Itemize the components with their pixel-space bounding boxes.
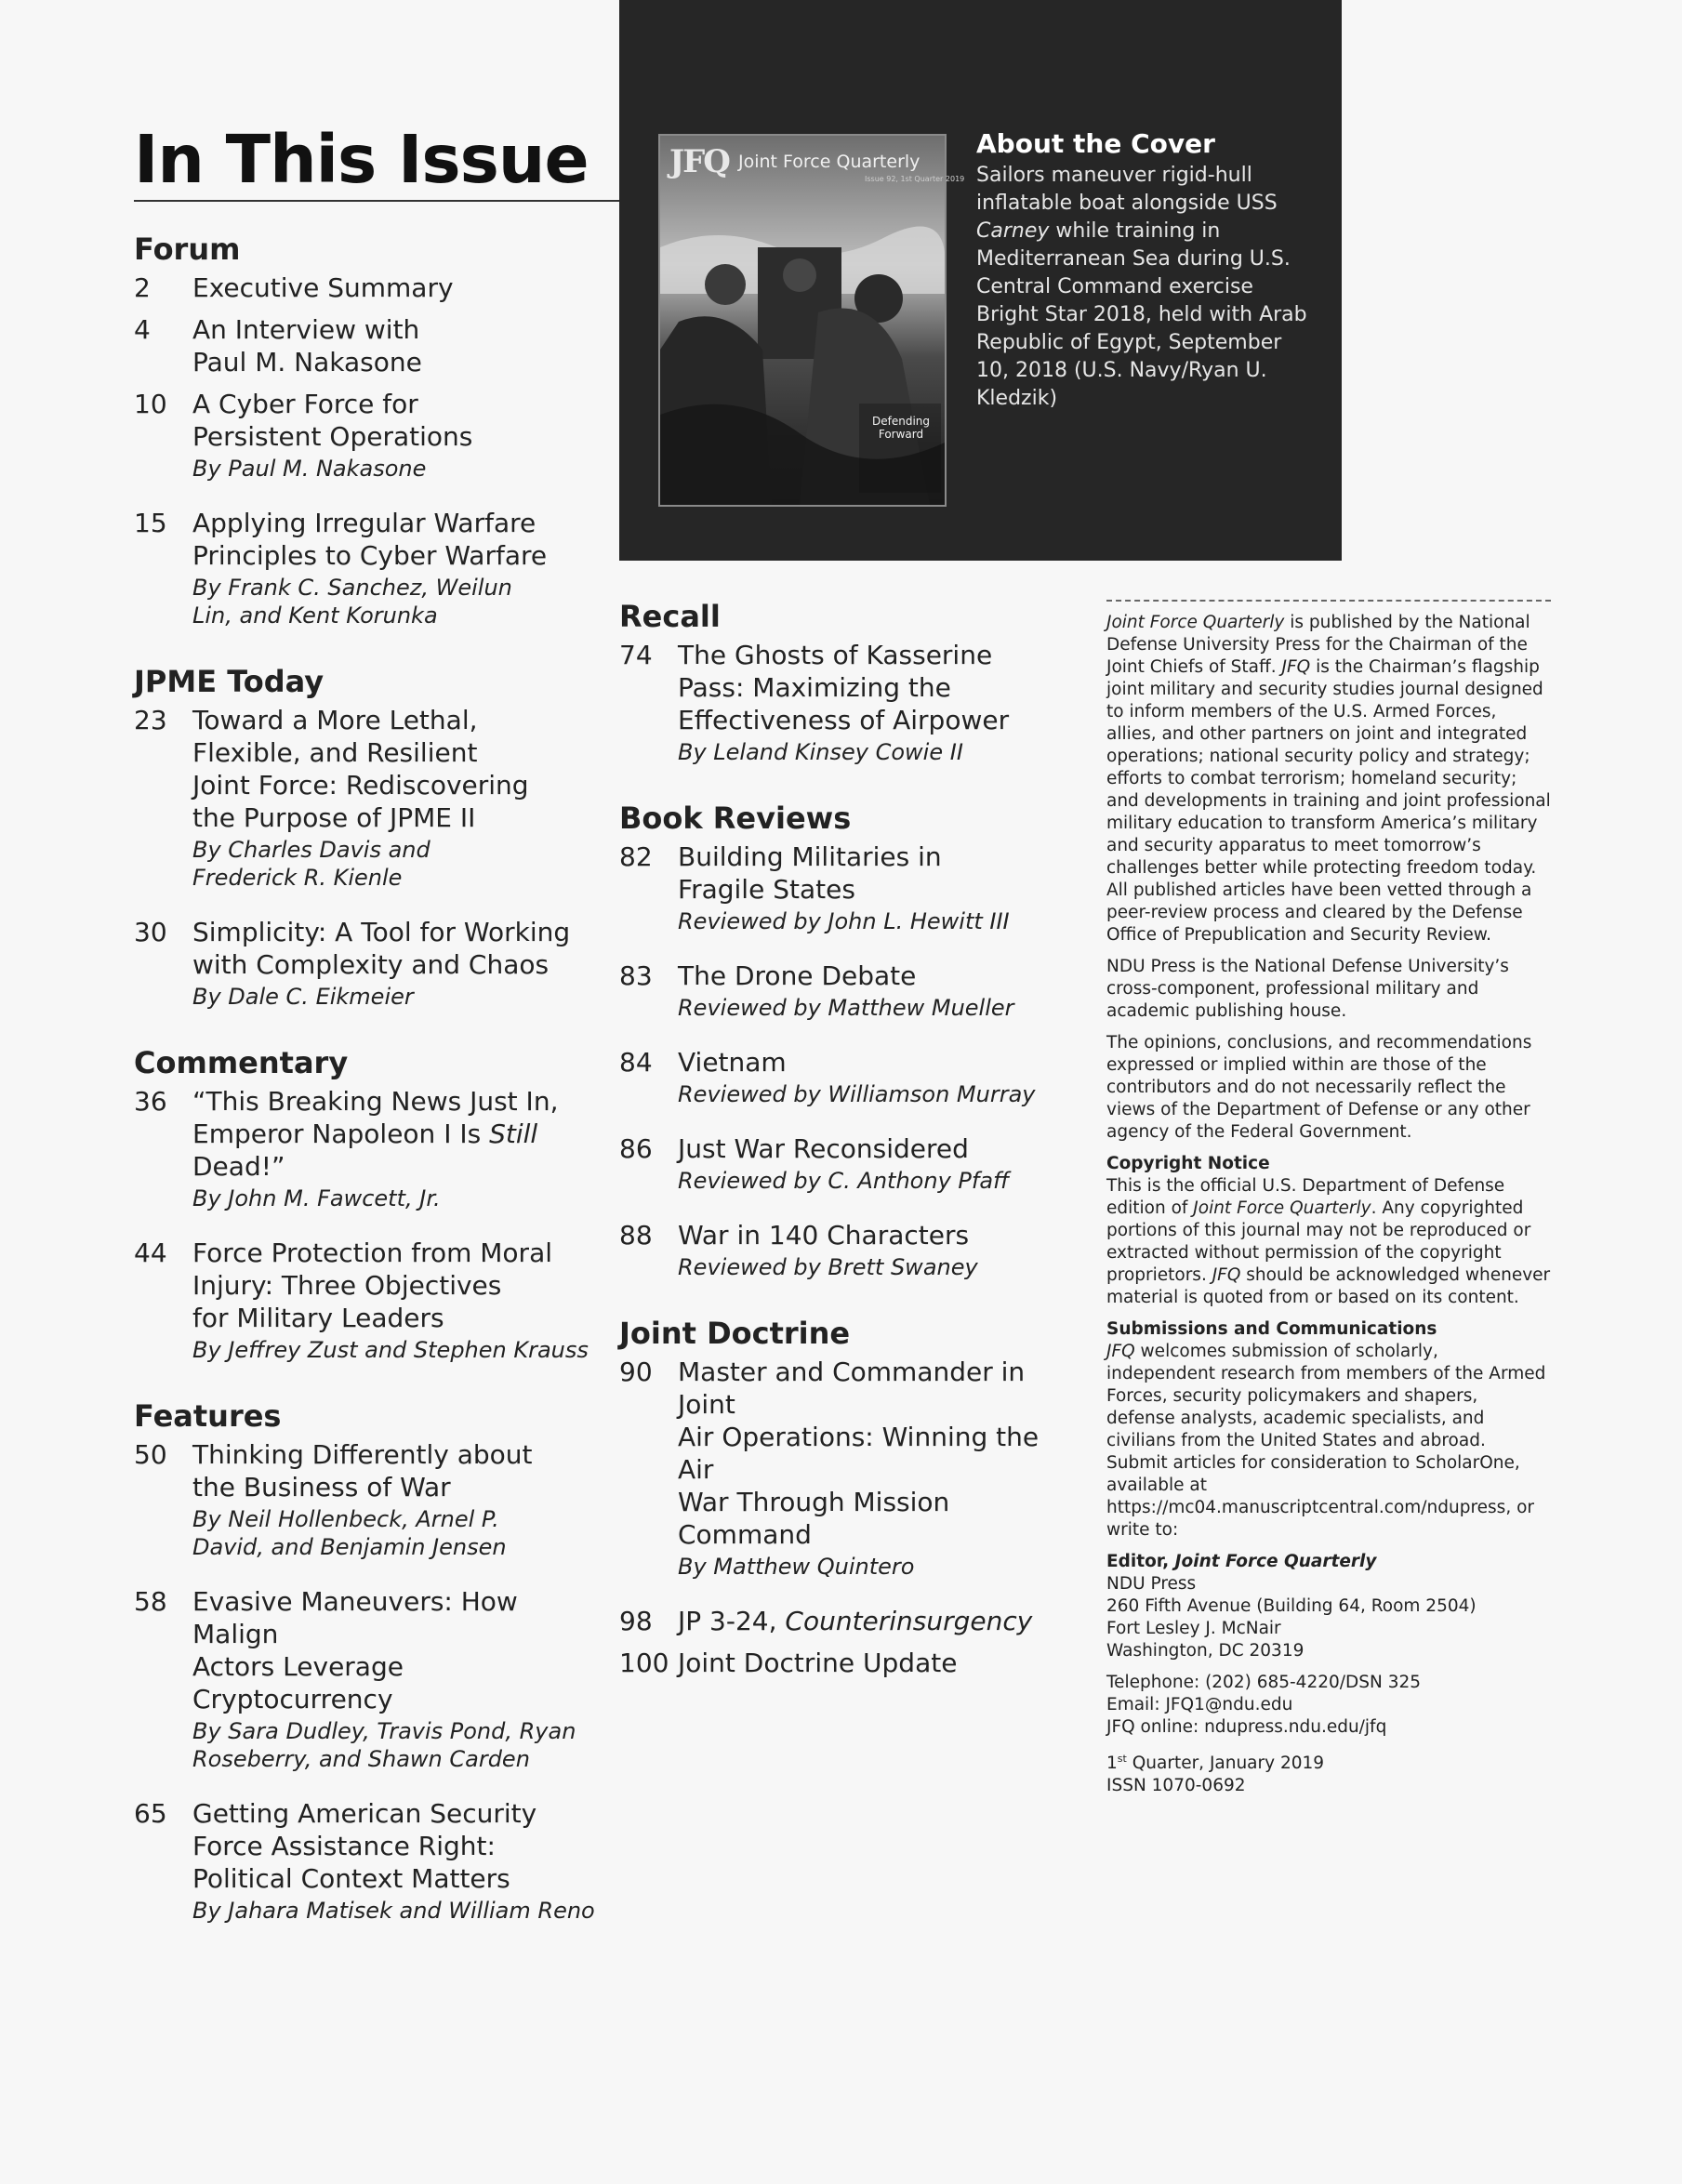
about-cover-heading: About the Cover xyxy=(976,128,1215,159)
section-joint-doctrine xyxy=(619,1315,1084,1679)
contact-block xyxy=(1106,1672,1551,1739)
masthead-disclaimer-paragraph: The opinions, conclusions, and recommendations expressed or implied within are those of the contributors and do not necessarily reflect the views of the Department of Defense or any other agency of the Federal Government. xyxy=(1106,1033,1532,1142)
page-number: 10 xyxy=(134,389,167,419)
section-heading: Recall xyxy=(619,599,721,634)
article-byline: By Jeffrey Zust and Stephen Krauss xyxy=(192,1337,589,1363)
toc-left-column xyxy=(134,231,599,1958)
cover-image xyxy=(658,134,965,507)
toc-entry[interactable] xyxy=(619,1605,1084,1637)
submissions-block: Submissions and Communications JFQ welcomes submission of scholarly, independent research from members of the Armed Forces, security policymakers and shapers, defense analysts, academic specialists, and civilians from the United States and abroad. Submit articles for consideration to ScholarOne, available at https://mc04.manuscriptcentral.com/ndupress, or write to: xyxy=(1106,1318,1551,1542)
section-commentary xyxy=(134,1044,599,1364)
article-title: JP 3-24, Counterinsurgency xyxy=(678,1606,1033,1636)
toc-entry[interactable] xyxy=(134,704,599,892)
section-jpme-today xyxy=(134,663,599,1011)
section-book-reviews xyxy=(619,800,1084,1281)
about-cover-text: Sailors maneuver rigid-hull inflatable boat alongside USS Carney while training in Mediterranean Sea during U.S. Central Command exercise Bright Star 2018, held with Arab Republic of Egypt, September 10, 2018 (U.S. Navy/Ryan U. Kledzik) xyxy=(976,164,1307,410)
email-line: Email: JFQ1@ndu.edu xyxy=(1106,1695,1293,1714)
article-title: “This Breaking News Just In, Emperor Napoleon I Is Still Dead!” xyxy=(192,1086,559,1182)
article-title: Evasive Maneuvers: How Malign Actors Leverage Cryptocurrency xyxy=(192,1586,518,1714)
page-number: 2 xyxy=(134,272,151,303)
article-byline: By Sara Dudley, Travis Pond, Ryan Roseberry, and Shawn Carden xyxy=(192,1718,576,1772)
article-byline: By Neil Hollenbeck, Arnel P. David, and Benjamin Jensen xyxy=(192,1506,507,1560)
address-line: Fort Lesley J. McNair xyxy=(1106,1619,1281,1638)
article-byline: By Jahara Matisek and William Reno xyxy=(192,1898,595,1924)
page-number: 98 xyxy=(619,1606,653,1636)
address-line: NDU Press xyxy=(1106,1574,1197,1594)
article-title: A Cyber Force for Persistent Operations xyxy=(192,389,473,452)
toc-entry[interactable] xyxy=(134,1237,599,1364)
section-heading: Commentary xyxy=(134,1045,349,1080)
toc-entry[interactable] xyxy=(619,1132,1084,1195)
page-number: 58 xyxy=(134,1586,167,1617)
section-recall xyxy=(619,598,1084,766)
toc-entry[interactable] xyxy=(619,1356,1084,1581)
cover-issue-line: Issue 92, 1st Quarter 2019 xyxy=(865,175,965,183)
article-title: Force Protection from Moral Injury: Three Objectives for Military Leaders xyxy=(192,1238,553,1333)
article-title: Toward a More Lethal, Flexible, and Resilient Joint Force: Rediscovering the Purpose of JPME II xyxy=(192,705,529,833)
editor-heading: Editor, Joint Force Quarterly xyxy=(1106,1552,1377,1571)
toc-entry[interactable] xyxy=(619,1647,1084,1679)
toc-entry[interactable] xyxy=(619,1046,1084,1108)
page-number: 4 xyxy=(134,314,151,345)
cover-logo: JFQ xyxy=(669,143,729,180)
toc-entry[interactable] xyxy=(619,960,1084,1022)
toc-entry[interactable] xyxy=(134,1585,599,1773)
article-title: An Interview with Paul M. Nakasone xyxy=(192,314,422,377)
page-number: 65 xyxy=(134,1798,167,1829)
page-number: 83 xyxy=(619,960,653,991)
article-title: Executive Summary xyxy=(192,272,454,303)
cover-headline: Defending Forward xyxy=(871,415,930,441)
article-byline: By John M. Fawcett, Jr. xyxy=(192,1185,441,1211)
toc-entry[interactable] xyxy=(134,1797,599,1925)
submissions-heading: Submissions and Communications xyxy=(1106,1319,1437,1339)
page-number: 15 xyxy=(134,508,167,538)
page-number: 36 xyxy=(134,1086,167,1117)
article-byline: By Charles Davis and Frederick R. Kienle xyxy=(192,837,430,891)
section-heading: Forum xyxy=(134,232,241,267)
copyright-notice: Copyright Notice This is the official U.S. Department of Defense edition of Joint Force Quarterly. Any copyrighted portions of this journal may not be reproduced or extracted without permission of the copyright proprietors. JFQ should be acknowledged whenever material is quoted from or based on its content. xyxy=(1106,1154,1551,1307)
page-number: 50 xyxy=(134,1439,167,1470)
article-byline: By Dale C. Eikmeier xyxy=(192,984,414,1010)
article-title: The Ghosts of Kasserine Pass: Maximizing the Effectiveness of Airpower xyxy=(678,640,1010,735)
toc-entry[interactable] xyxy=(134,916,599,1011)
article-title: The Drone Debate xyxy=(678,960,917,991)
toc-entry[interactable] xyxy=(134,271,599,304)
page-number: 82 xyxy=(619,841,653,872)
page-number: 30 xyxy=(134,917,167,947)
section-heading: JPME Today xyxy=(134,664,324,699)
masthead-column xyxy=(1106,612,1551,1807)
article-title: Getting American Security Force Assistance Right: Political Context Matters xyxy=(192,1798,537,1894)
toc-entry[interactable] xyxy=(619,639,1084,766)
address-line: 260 Fifth Avenue (Building 64, Room 2504) xyxy=(1106,1596,1477,1616)
section-features xyxy=(134,1397,599,1925)
editor-address-block xyxy=(1106,1551,1551,1662)
article-byline: Reviewed by Matthew Mueller xyxy=(678,995,1014,1021)
page-title: In This Issue xyxy=(134,121,589,198)
issue-date: 1st Quarter, January 2019 xyxy=(1106,1753,1325,1774)
masthead-publisher-paragraph: Joint Force Quarterly is published by the National Defense University Press for the Chairman of the Joint Chiefs of Staff. JFQ is the Chairman’s flagship joint military and security studies journal designed to inform members of the U.S. Armed Forces, allies, and other partners on joint and integrated operations; national security policy and strategy; efforts to combat terrorism; homeland security; and developments in training and joint professional military education to transform America’s military and security apparatus to meet tomorrow’s challenges better while protecting freedom today. All published articles have been vetted through a peer-review process and cleared by the Defense Office of Prepublication and Security Review. xyxy=(1106,613,1551,945)
article-title: Applying Irregular Warfare Principles to Cyber Warfare xyxy=(192,508,548,571)
cover-journal-name: Joint Force Quarterly xyxy=(738,152,920,172)
section-forum xyxy=(134,231,599,629)
article-title: War in 140 Characters xyxy=(678,1220,970,1251)
telephone-line: Telephone: (202) 685-4220/DSN 325 xyxy=(1106,1673,1422,1692)
issn: ISSN 1070-0692 xyxy=(1106,1776,1246,1796)
toc-entry[interactable] xyxy=(134,507,599,629)
article-title: Simplicity: A Tool for Working with Complexity and Chaos xyxy=(192,917,571,980)
issue-info-block xyxy=(1106,1748,1551,1797)
cover-photo xyxy=(660,136,945,505)
article-title: Building Militaries in Fragile States xyxy=(678,841,942,905)
article-byline: By Frank C. Sanchez, Weilun Lin, and Kent Korunka xyxy=(192,575,512,629)
article-byline: By Paul M. Nakasone xyxy=(192,456,427,482)
address-line: Washington, DC 20319 xyxy=(1106,1641,1305,1661)
page-number: 88 xyxy=(619,1220,653,1251)
page-number: 44 xyxy=(134,1238,167,1268)
article-title: Master and Commander in Joint Air Operations: Winning the Air War Through Mission Command xyxy=(678,1357,1040,1550)
website-line: JFQ online: ndupress.ndu.edu/jfq xyxy=(1106,1717,1387,1737)
article-byline: By Leland Kinsey Cowie II xyxy=(678,739,963,765)
article-byline: Reviewed by Williamson Murray xyxy=(678,1081,1036,1107)
toc-entry[interactable] xyxy=(134,1438,599,1561)
toc-middle-column xyxy=(619,598,1084,1713)
section-heading: Features xyxy=(134,1398,282,1434)
page-number: 86 xyxy=(619,1133,653,1164)
article-title: Thinking Differently about the Business of War xyxy=(192,1439,533,1502)
toc-entry[interactable] xyxy=(134,313,599,378)
toc-entry[interactable] xyxy=(619,1219,1084,1281)
article-title: Vietnam xyxy=(678,1047,787,1078)
page-number: 23 xyxy=(134,705,167,735)
article-title: Just War Reconsidered xyxy=(678,1133,969,1164)
masthead-ndu-press-paragraph: NDU Press is the National Defense University’s cross-component, professional military and academic publishing house. xyxy=(1106,957,1509,1021)
page-number: 100 xyxy=(619,1648,669,1678)
article-byline: Reviewed by Brett Swaney xyxy=(678,1254,978,1280)
article-byline: Reviewed by C. Anthony Pfaff xyxy=(678,1168,1010,1194)
dashed-divider xyxy=(1106,600,1551,602)
article-byline: By Matthew Quintero xyxy=(678,1554,915,1580)
title-rule xyxy=(134,200,619,202)
page-number: 84 xyxy=(619,1047,653,1078)
section-heading: Joint Doctrine xyxy=(619,1316,851,1351)
section-heading: Book Reviews xyxy=(619,801,852,836)
toc-entry[interactable] xyxy=(134,1085,599,1212)
toc-entry[interactable] xyxy=(619,841,1084,935)
page-number: 90 xyxy=(619,1357,653,1387)
article-title: Joint Doctrine Update xyxy=(678,1648,958,1678)
page-number: 74 xyxy=(619,640,653,670)
toc-entry[interactable] xyxy=(134,388,599,483)
article-byline: Reviewed by John L. Hewitt III xyxy=(678,908,1010,934)
copyright-heading: Copyright Notice xyxy=(1106,1154,1270,1173)
